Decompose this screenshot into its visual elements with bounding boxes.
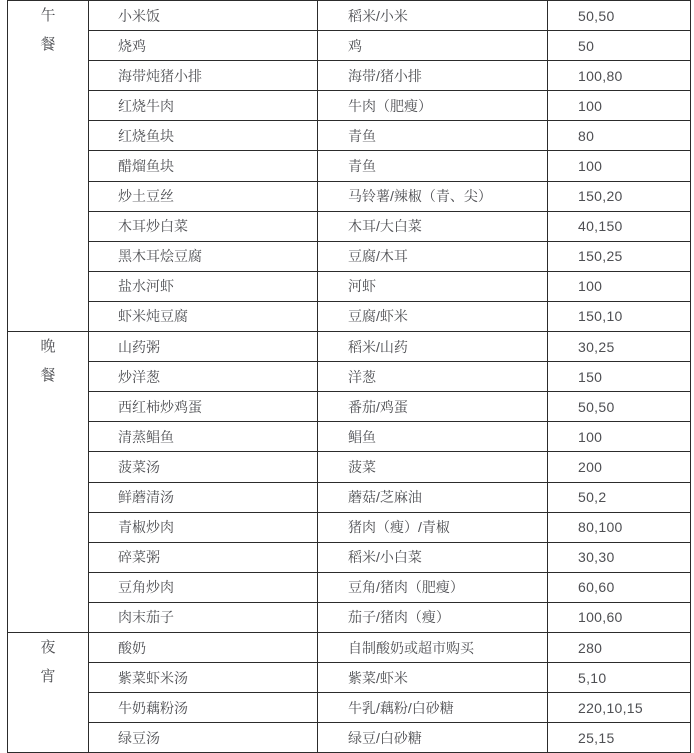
amount-cell: 100,80 [548,61,691,91]
table-row [8,241,691,271]
dish-cell: 醋熘鱼块 [89,151,318,181]
ingredients-cell: 自制酸奶或超市购买 [318,632,548,662]
meal-label-char: 晚 [40,338,56,356]
amount-cell: 30,30 [548,542,691,572]
ingredients-cell: 番茄/鸡蛋 [318,392,548,422]
amount-cell: 5,10 [548,663,691,693]
amount-cell: 100 [548,422,691,452]
amount-cell: 50,50 [548,392,691,422]
meal-label-char: 夜 [40,638,56,656]
ingredients-cell: 紫菜/虾米 [318,663,548,693]
dish-cell: 鲜蘑清汤 [89,482,318,512]
amount-cell: 100 [548,271,691,301]
table-row [8,482,691,512]
amount-cell: 200 [548,452,691,482]
table-row [8,422,691,452]
amount-cell: 80,100 [548,512,691,542]
dish-cell: 炒洋葱 [89,362,318,392]
ingredients-cell: 牛肉（肥瘦） [318,91,548,121]
meal-label-cell [8,632,89,752]
meal-label-char: 餐 [40,367,56,385]
amount-cell: 150 [548,362,691,392]
dish-cell: 牛奶藕粉汤 [89,693,318,723]
dish-cell: 绿豆汤 [89,723,318,753]
table-row [8,602,691,632]
table-row [8,392,691,422]
table-row [8,151,691,181]
table-row [8,121,691,151]
dish-cell: 盐水河虾 [89,271,318,301]
ingredients-cell: 蘑菇/芝麻油 [318,482,548,512]
meal-plan-table-wrap [7,0,691,753]
meal-label-char: 餐 [40,36,56,54]
dish-cell: 豆角炒肉 [89,572,318,602]
amount-cell: 100 [548,91,691,121]
table-row [8,211,691,241]
dish-cell: 清蒸鲳鱼 [89,422,318,452]
amount-cell: 150,25 [548,241,691,271]
ingredients-cell: 青鱼 [318,151,548,181]
amount-cell: 50,2 [548,482,691,512]
table-row [8,512,691,542]
amount-cell: 150,20 [548,181,691,211]
dish-cell: 西红柿炒鸡蛋 [89,392,318,422]
table-row [8,362,691,392]
ingredients-cell: 绿豆/白砂糖 [318,723,548,753]
dish-cell: 烧鸡 [89,31,318,61]
amount-cell: 60,60 [548,572,691,602]
amount-cell: 25,15 [548,723,691,753]
dish-cell: 肉末茄子 [89,602,318,632]
amount-cell: 30,25 [548,332,691,362]
ingredients-cell: 木耳/大白菜 [318,211,548,241]
dish-cell: 木耳炒白菜 [89,211,318,241]
ingredients-cell: 鸡 [318,31,548,61]
amount-cell: 50 [548,31,691,61]
ingredients-cell: 洋葱 [318,362,548,392]
ingredients-cell: 稻米/小白菜 [318,542,548,572]
meal-label-cell [8,332,89,633]
ingredients-cell: 青鱼 [318,121,548,151]
amount-cell: 220,10,15 [548,693,691,723]
table-row [8,271,691,301]
meal-label-cell [8,1,89,332]
ingredients-cell: 马铃薯/辣椒（青、尖） [318,181,548,211]
amount-cell: 280 [548,632,691,662]
amount-cell: 80 [548,121,691,151]
amount-cell: 100,60 [548,602,691,632]
ingredients-cell: 河虾 [318,271,548,301]
ingredients-cell: 稻米/小米 [318,1,548,31]
dish-cell: 山药粥 [89,332,318,362]
table-row [8,91,691,121]
ingredients-cell: 茄子/猪肉（瘦） [318,602,548,632]
table-row [8,723,691,753]
amount-cell: 100 [548,151,691,181]
table-row [8,61,691,91]
amount-cell: 40,150 [548,211,691,241]
dish-cell: 碎菜粥 [89,542,318,572]
table-row [8,663,691,693]
dish-cell: 海带炖猪小排 [89,61,318,91]
dish-cell: 菠菜汤 [89,452,318,482]
table-row [8,632,691,662]
dish-cell: 黑木耳烩豆腐 [89,241,318,271]
amount-cell: 150,10 [548,301,691,331]
dish-cell: 红烧牛肉 [89,91,318,121]
meal-plan-table [7,0,691,753]
ingredients-cell: 豆角/猪肉（肥瘦） [318,572,548,602]
ingredients-cell: 稻米/山药 [318,332,548,362]
meal-label-char: 午 [40,7,56,24]
dish-cell: 酸奶 [89,632,318,662]
table-row [8,452,691,482]
ingredients-cell: 牛乳/藕粉/白砂糖 [318,693,548,723]
ingredients-cell: 豆腐/木耳 [318,241,548,271]
meal-label-char: 宵 [40,668,56,686]
table-row [8,332,691,362]
table-row [8,572,691,602]
table-row [8,1,691,31]
table-row [8,31,691,61]
dish-cell: 炒土豆丝 [89,181,318,211]
dish-cell: 青椒炒肉 [89,512,318,542]
ingredients-cell: 鲳鱼 [318,422,548,452]
dish-cell: 红烧鱼块 [89,121,318,151]
table-row [8,693,691,723]
amount-cell: 50,50 [548,1,691,31]
dish-cell: 小米饭 [89,1,318,31]
table-row [8,181,691,211]
ingredients-cell: 海带/猪小排 [318,61,548,91]
table-row [8,542,691,572]
ingredients-cell: 豆腐/虾米 [318,301,548,331]
ingredients-cell: 猪肉（瘦）/青椒 [318,512,548,542]
dish-cell: 虾米炖豆腐 [89,301,318,331]
ingredients-cell: 菠菜 [318,452,548,482]
dish-cell: 紫菜虾米汤 [89,663,318,693]
table-row [8,301,691,331]
